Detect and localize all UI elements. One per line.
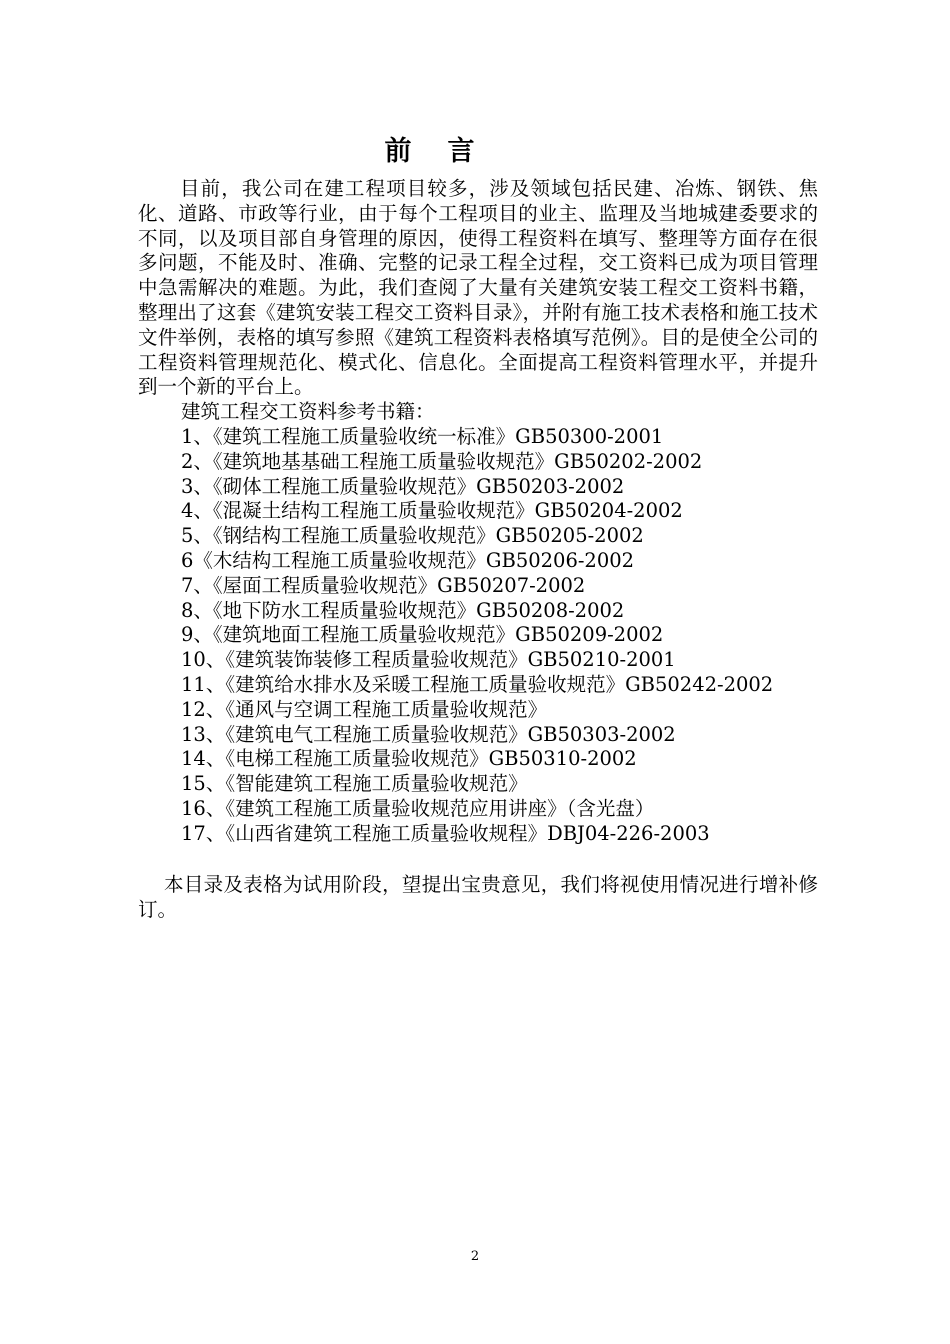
reference-item: 7、《屋面工程质量验收规范》GB50207-2002 (181, 573, 586, 597)
reference-item: 6《木结构工程施工质量验收规范》GB50206-2002 (181, 548, 635, 572)
references-list (181, 425, 773, 847)
reference-item: 11、《建筑给水排水及采暖工程施工质量验收规范》GB50242-2002 (181, 672, 774, 696)
reference-item: 2、《建筑地基基础工程施工质量验收规范》GB50202-2002 (181, 449, 703, 473)
reference-item: 10、《建筑装饰装修工程质量验收规范》GB50210-2001 (181, 648, 676, 672)
intro-paragraph: 目前，我公司在建工程项目较多，涉及领域包括民建、冶炼、钢铁、焦化、道路、市政等行业，由于每个工程项目的业主、监理及当地城建委要求的不同，以及项目部自身管理的原因，使得工程资料在填写、整理等方面存在很多问题，不能及时、准确、完整的记录工程全过程，交工资料已成为项目管理中急需解决的难题。为此，我们查阅了大量有关建筑安装工程交工资料书籍，整理出了这套《建筑安装工程交工资料目录》，并附有施工技术表格和施工技术文件举例，表格的填写参照《建筑工程资料表格填写范例》。目的是使全公司的工程资料管理规范化、模式化、信息化。全面提高工程资料管理水平，并提升到一个新的平台上。 (138, 177, 818, 399)
page-title: 前言 (384, 136, 511, 167)
reference-item: 1、《建筑工程施工质量验收统一标准》GB50300-2001 (181, 425, 664, 448)
reference-item: 13、《建筑电气工程施工质量验收规范》GB50303-2002 (181, 722, 676, 746)
page-number: 2 (470, 1249, 480, 1264)
reference-item: 9、《建筑地面工程施工质量验收规范》GB50209-2002 (181, 623, 664, 647)
reference-item: 4、《混凝土结构工程施工质量验收规范》GB50204-2002 (181, 499, 683, 523)
reference-item: 3、《砌体工程施工质量验收规范》GB50203-2002 (181, 474, 625, 498)
reference-item: 16、《建筑工程施工质量验收规范应用讲座》（含光盘） (181, 796, 655, 820)
reference-item: 8、《地下防水工程质量验收规范》GB50208-2002 (181, 598, 625, 622)
closing-paragraph: 本目录及表格为试用阶段，望提出宝贵意见，我们将视使用情况进行增补修订。 (138, 873, 818, 921)
reference-item: 14、《电梯工程施工质量验收规范》GB50310-2002 (181, 747, 637, 771)
reference-item: 15、《智能建筑工程施工质量验收规范》 (181, 772, 528, 796)
reference-item: 5、《钢结构工程施工质量验收规范》GB50205-2002 (181, 524, 644, 548)
reference-item: 12、《通风与空调工程施工质量验收规范》 (181, 697, 548, 721)
references-heading: 建筑工程交工资料参考书籍： (181, 400, 435, 423)
reference-item: 17、《山西省建筑工程施工质量验收规程》DBJ04-226-2003 (181, 821, 710, 845)
